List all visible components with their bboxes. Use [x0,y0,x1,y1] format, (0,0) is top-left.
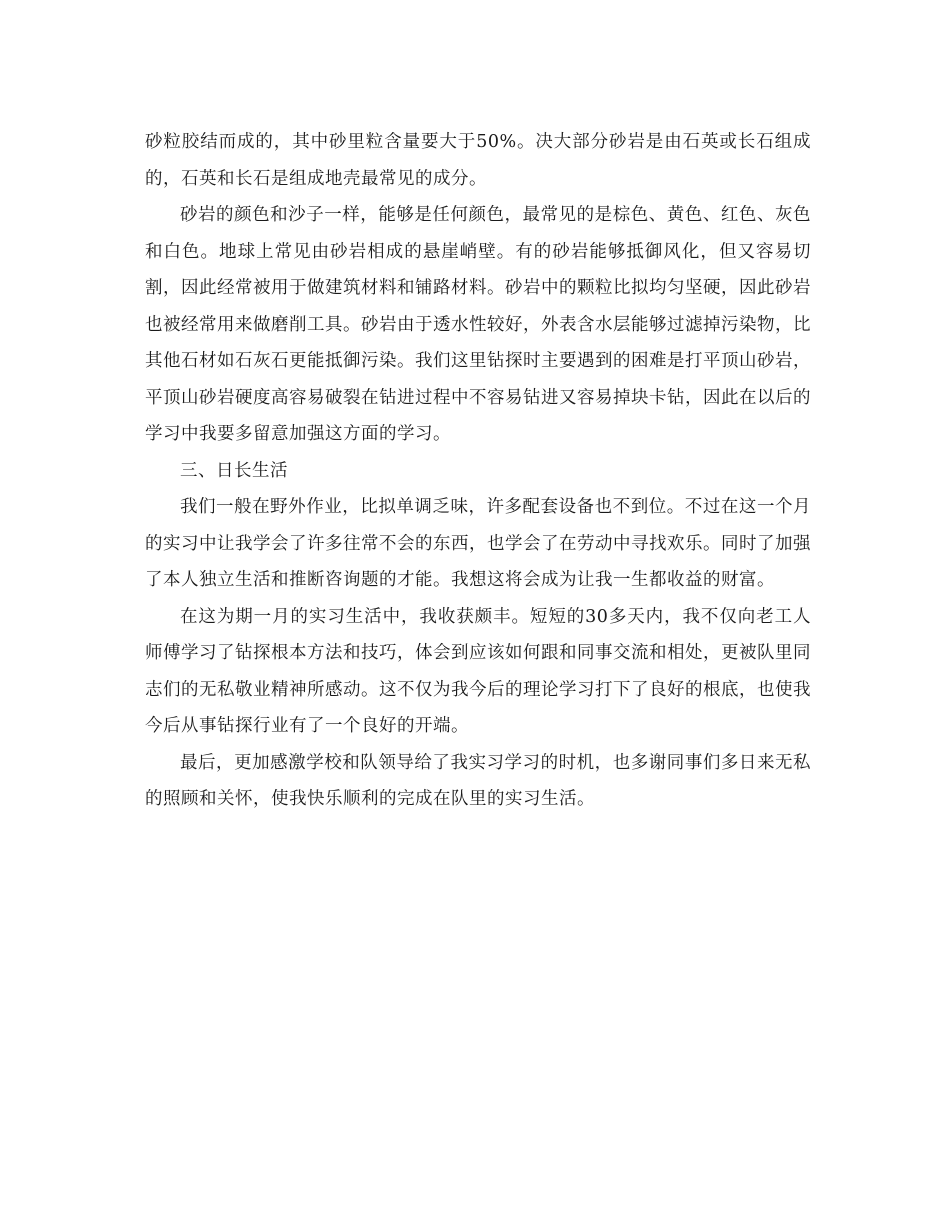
paragraph-sandstone-properties: 砂岩的颜色和沙子一样，能够是任何颜色，最常见的是棕色、黄色、红色、灰色和白色。地球上常见由砂岩相成的悬崖峭壁。有的砂岩能够抵御风化，但又容易切割，因此经常被用于做建筑材料和铺路材料。砂岩中的颗粒比拟均匀坚硬，因此砂岩也被经常用来做磨削工具。砂岩由于透水性较好，外表含水层能够过滤掉污染物，比其他石材如石灰石更能抵御污染。我们这里钻探时主要遇到的困难是打平顶山砂岩，平顶山砂岩硬度高容易破裂在钻进过程中不容易钻进又容易掉块卡钻，因此在以后的学习中我要多留意加强这方面的学习。 [145,205,811,444]
paragraph-acknowledgement: 最后，更加感激学校和队领导给了我实习学习的时机，也多谢同事们多日来无私的照顾和关怀，使我快乐顺利的完成在队里的实习生活。 [145,752,811,809]
document-body [145,124,811,818]
paragraph-field-work: 我们一般在野外作业，比拟单调乏味，许多配套设备也不到位。不过在这一个月的实习中让我学会了许多往常不会的东西，也学会了在劳动中寻找欢乐。同时了加强了本人独立生活和推断咨询题的才能。我想这将会成为让我一生都收益的财富。 [145,497,811,590]
paragraph-internship-summary: 在这为期一月的实习生活中，我收获颇丰。短短的30多天内，我不仅向老工人师傅学习了钻探根本方法和技巧，体会到应该如何跟和同事交流和相处，更被队里同志们的无私敬业精神所感动。这不仅为我今后的理论学习打下了良好的根底，也使我今后从事钻探行业有了一个良好的开端。 [145,606,811,736]
section-heading-daily-life: 三、日长生活 [180,460,288,481]
paragraph-sandstone-composition: 砂粒胶结而成的，其中砂里粒含量要大于50%。决大部分砂岩是由石英或长石组成的，石英和长石是组成地壳最常见的成分。 [145,132,811,189]
